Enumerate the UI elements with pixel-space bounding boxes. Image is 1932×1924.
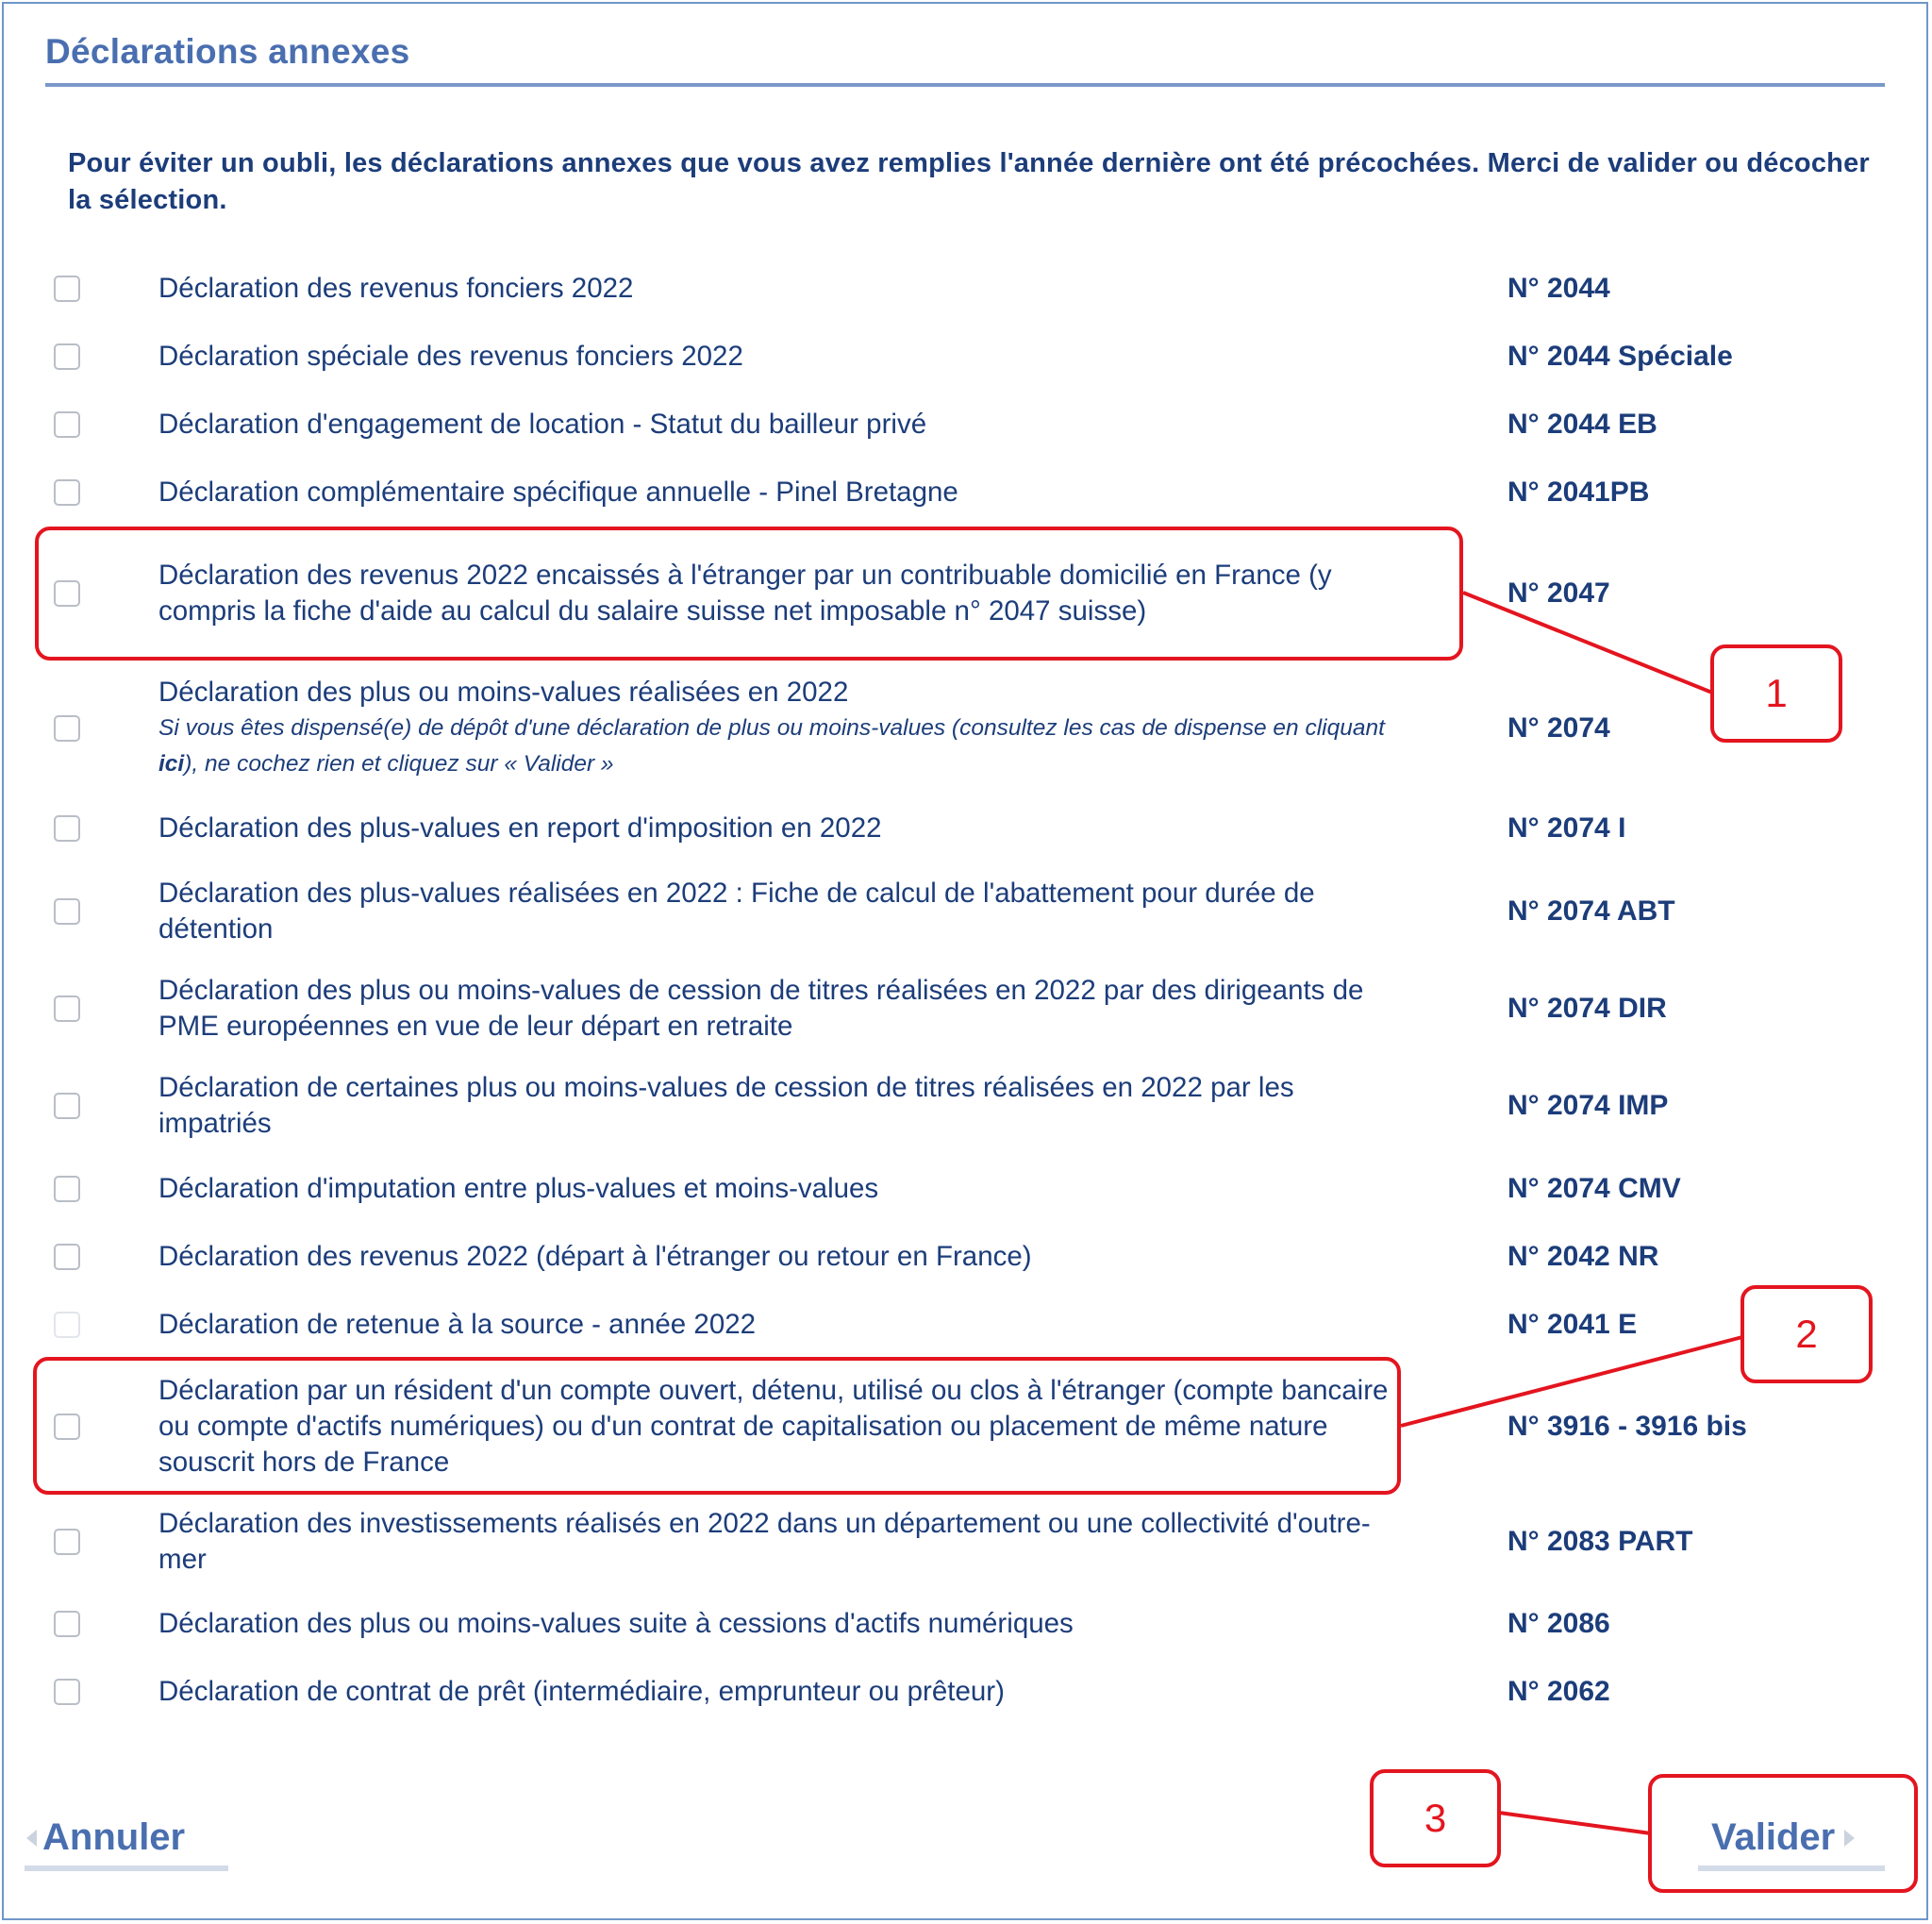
declaration-label: Déclaration des plus ou moins-values réalisées en 2022 — [158, 677, 849, 708]
connector-1 — [1463, 593, 1712, 693]
callout-marker-1: 1 — [1710, 644, 1842, 743]
declaration-label: Déclaration de contrat de prêt (intermédiaire, emprunteur ou prêteur) — [158, 1676, 1005, 1707]
declaration-label: Déclaration par un résident d'un compte ouvert, détenu, utilisé ou clos à l'étranger (compte bancaire ou compte d'actifs numériques) ou d'un contrat de capitalisation ou placement de même nature souscrit hors de France — [158, 1375, 1389, 1478]
form-number: N° 2074 CMV — [1507, 1173, 1681, 1204]
form-number: N° 2074 DIR — [1507, 993, 1667, 1024]
declaration-label: Déclaration d'engagement de location - Statut du bailleur privé — [158, 409, 927, 440]
declaration-label: Déclaration d'imputation entre plus-values et moins-values — [158, 1173, 879, 1204]
callout-marker-3: 3 — [1370, 1769, 1501, 1867]
declaration-label: Déclaration spéciale des revenus fonciers 2022 — [158, 341, 743, 372]
dispense-link[interactable]: ici — [158, 751, 185, 777]
form-number: N° 2044 EB — [1507, 409, 1657, 440]
declaration-label: Déclaration des revenus 2022 (départ à l'étranger ou retour en France) — [158, 1241, 1032, 1272]
callout-marker-2: 2 — [1740, 1285, 1873, 1383]
highlight-box-3916 — [33, 1357, 1401, 1495]
highlight-box-2047 — [35, 527, 1463, 661]
cancel-label: Annuler — [42, 1816, 186, 1858]
connector-3 — [1499, 1813, 1651, 1833]
form-number: N° 2074 — [1507, 712, 1610, 744]
form-number: N° 2062 — [1507, 1676, 1610, 1707]
declaration-label: Déclaration complémentaire spécifique annuelle - Pinel Bretagne — [158, 477, 958, 508]
declaration-label: Déclaration des plus ou moins-values de cession de titres réalisées en 2022 par des dirigeants de PME européennes en vue de leur départ en retraite — [158, 975, 1364, 1042]
form-number: N° 2074 IMP — [1507, 1090, 1669, 1121]
form-number: N° 2047 — [1507, 577, 1610, 609]
declaration-label: Déclaration des investissements réalisés en 2022 dans un département ou une collectivité d'outre-mer — [158, 1508, 1371, 1575]
declaration-label: Déclaration de certaines plus ou moins-values de cession de titres réalisées en 2022 par les impatriés — [158, 1072, 1294, 1139]
highlight-box-valider — [1648, 1774, 1918, 1893]
dispense-note-text-after: ), ne cochez rien et cliquez sur « Valider » — [184, 751, 614, 777]
form-number: N° 2041PB — [1507, 477, 1650, 508]
declaration-label: Déclaration des revenus 2022 encaissés à l'étranger par un contribuable domicilié en France (y compris la fiche d'aide au calcul du salaire suisse net imposable n° 2047 suisse) — [158, 560, 1332, 627]
form-number: N° 2074 ABT — [1507, 895, 1675, 927]
connector-2 — [1401, 1337, 1742, 1426]
validate-label: Valider — [1711, 1816, 1836, 1858]
form-number: N° 2041 E — [1507, 1309, 1638, 1340]
declaration-label: Déclaration de retenue à la source - année 2022 — [158, 1309, 757, 1340]
form-number: N° 2044 Spéciale — [1507, 341, 1733, 372]
form-number: N° 2042 NR — [1507, 1241, 1659, 1272]
form-number: N° 2044 — [1507, 273, 1610, 304]
declaration-label: Déclaration des plus ou moins-values suite à cessions d'actifs numériques — [158, 1608, 1074, 1639]
declaration-label: Déclaration des revenus fonciers 2022 — [158, 273, 634, 304]
declaration-label: Déclaration des plus-values réalisées en 2022 : Fiche de calcul de l'abattement pour durée de détention — [158, 878, 1315, 945]
declaration-label: Déclaration des plus-values en report d'imposition en 2022 — [158, 812, 882, 844]
form-number: N° 2086 — [1507, 1608, 1610, 1639]
form-number: N° 3916 - 3916 bis — [1507, 1411, 1747, 1442]
dispense-note-text-before: Si vous êtes dispensé(e) de dépôt d'une déclaration de plus ou moins-values (consultez les cas de dispense en cliquant — [158, 715, 1385, 741]
intro-text: Pour éviter un oubli, les déclarations annexes que vous avez remplies l'année dernière ont été précochées. Merci de valider ou décocher la sélection. — [68, 148, 1870, 215]
form-number: N° 2074 I — [1507, 812, 1626, 844]
form-number: N° 2083 PART — [1507, 1526, 1693, 1557]
page-title: Déclarations annexes — [45, 32, 410, 71]
